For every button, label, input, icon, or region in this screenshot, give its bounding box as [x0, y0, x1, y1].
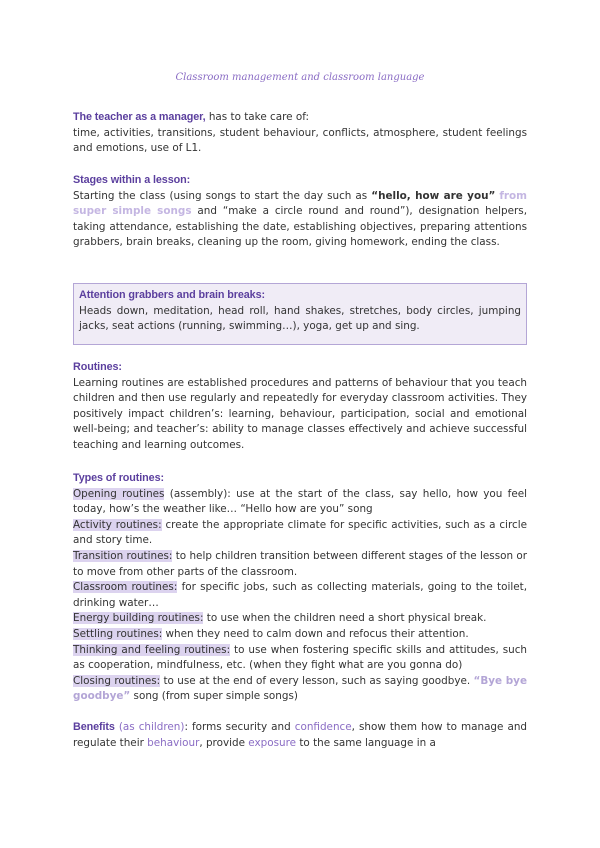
routine-label: Thinking and feeling routines: [73, 643, 231, 656]
stages-text-end: and “make a circle round and round”), designation helpers, taking attendance, establishing the date, establishing objectives, preparing attentions grabbers, brain breaks, cleaning up the room, giving homework, ending the class. [73, 205, 527, 249]
keyword-behaviour: behaviour [147, 736, 200, 749]
routine-item [73, 518, 527, 549]
benefits-paren: (as children) [114, 721, 185, 733]
stages-section [73, 173, 527, 251]
manager-heading: The teacher as a manager, [73, 111, 206, 123]
routine-label: Classroom routines: [73, 581, 178, 594]
routine-label: Settling routines: [73, 627, 163, 640]
routines-heading: Routines: [73, 361, 122, 373]
types-section [73, 471, 527, 705]
routine-label: Activity routines: [73, 518, 162, 531]
routine-text: to use when fostering specific skills and attitudes, such as cooperation, mindfulness, etc. (when they fight what are you gonna do) [73, 643, 527, 672]
manager-section [73, 110, 527, 157]
routine-text: to use at the end of every lesson, such as saying goodbye. [160, 674, 474, 687]
routine-text: when they need to calm down and refocus their attention. [162, 627, 469, 640]
routine-item [73, 487, 527, 518]
keyword-exposure: exposure [248, 736, 297, 749]
stages-body [73, 189, 527, 251]
routine-text: to use when the children need a short physical break. [203, 612, 487, 625]
manager-intro: has to take care of: [205, 111, 309, 123]
routine-text: for specific jobs, such as collecting materials, going to the toilet, drinking water… [73, 581, 528, 609]
page-title: Classroom management and classroom language [175, 72, 425, 83]
benefits-text: to the same language in a [296, 736, 436, 749]
stages-text-start: Starting the class (using songs to start the day such as [73, 189, 372, 202]
routine-item [73, 627, 527, 643]
routine-item-closing [73, 674, 527, 705]
routine-label: Energy building routines: [73, 612, 204, 625]
keyword-confidence: confidence [294, 721, 352, 733]
manager-body: time, activities, transitions, student behaviour, conflicts, atmosphere, student feelings and emotions, use of L1. [73, 126, 527, 155]
attention-body: Heads down, meditation, head roll, hand shakes, stretches, body circles, jumping jacks, seat actions (running, swimming…), yoga, get up and sing. [79, 304, 521, 333]
routine-label: Opening routines [73, 487, 165, 500]
source-tag: from super simple songs [73, 189, 527, 218]
routine-item [73, 643, 527, 674]
routines-body: Learning routines are established procedures and patterns of behaviour that you teach children and then use regularly and repeatedly for everyday classroom activities. They positively impact children’s: learning, behaviour, participation, social and emotional well-being; and teacher’s: ability to manage classes effectively and achieve successful teaching and learning outcomes. [73, 376, 527, 451]
routine-text-after: song (from super simple songs) [130, 690, 298, 703]
routine-text: create the appropriate climate for specific activities, such as a circle and story time. [73, 518, 527, 547]
song-hello: “hello, how are you” [371, 189, 496, 202]
routine-text: to help children transition between different stages of the lesson or to move from other parts of the classroom. [73, 549, 527, 578]
benefits-heading: Benefits [73, 721, 115, 733]
routines-section [73, 360, 527, 454]
routine-item [73, 580, 527, 611]
attention-box [73, 283, 527, 345]
benefits-text: : forms security and [184, 721, 295, 733]
routine-item [73, 549, 527, 580]
stages-heading: Stages within a lesson: [73, 174, 191, 186]
types-heading: Types of routines: [73, 472, 164, 484]
benefits-section [73, 720, 527, 751]
routine-text: (assembly): use at the start of the class, say hello, how you feel today, how’s the weather like… “Hello how are you” song [73, 487, 527, 516]
routine-item [73, 611, 527, 627]
benefits-text: , show them how to manage and regulate their [73, 721, 527, 749]
benefits-text: , provide [199, 736, 249, 749]
song-bye: “Bye bye goodbye” [73, 674, 527, 703]
attention-heading: Attention grabbers and brain breaks: [79, 289, 265, 301]
routine-label: Transition routines: [73, 549, 173, 562]
routine-label: Closing routines: [73, 674, 161, 687]
